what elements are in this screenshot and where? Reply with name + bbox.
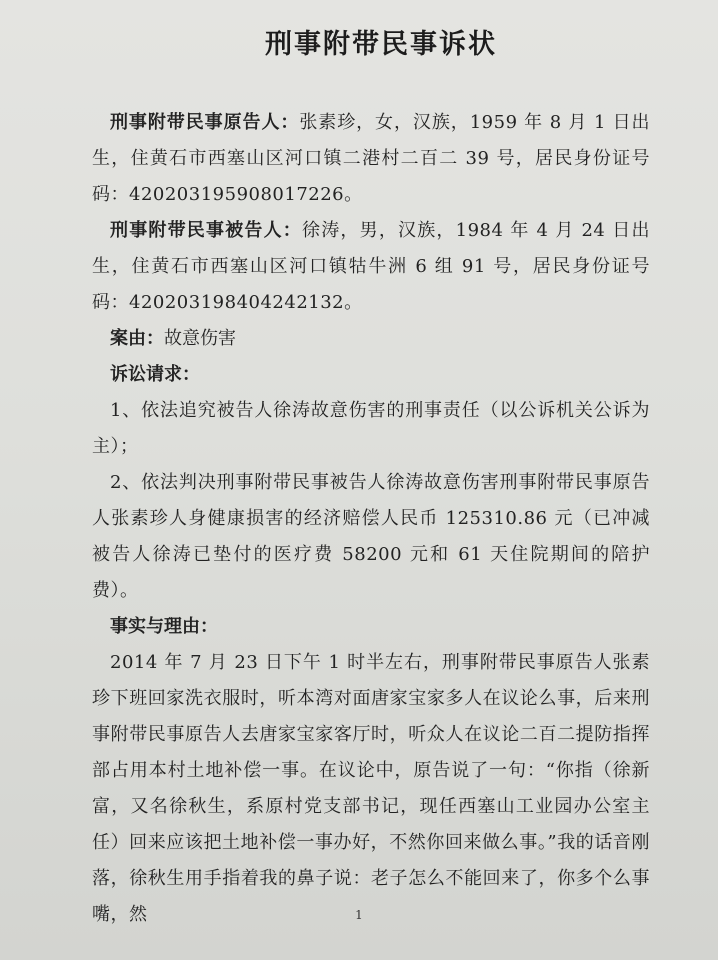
claim-item-2: 2、依法判决刑事附带民事被告人徐涛故意伤害刑事附带民事原告人张素珍人身健康损害的经济赔偿人民币 125310.86 元（已冲减被告人徐涛已垫付的医疗费 58200 元和 61 天住院期间的陪护费）。 — [92, 472, 650, 601]
plaintiff-paragraph — [92, 105, 650, 213]
plaintiff-text: 张素珍，女，汉族，1959 年 8 月 1 日出生，住黄石市西塞山区河口镇二港村二百二 39 号，居民身份证号码：420203195908017226。 — [92, 112, 650, 205]
cause-text: 故意伤害 — [164, 328, 236, 349]
facts-heading: 事实与理由： — [110, 616, 218, 637]
defendant-paragraph — [92, 213, 650, 321]
document-title: 刑事附带民事诉状 — [265, 29, 497, 60]
defendant-label: 刑事附带民事被告人： — [110, 220, 303, 241]
page-number: 1 — [355, 908, 363, 922]
cause-line — [92, 321, 650, 357]
claim-item-1: 1、依法追究被告人徐涛故意伤害的刑事责任（以公诉机关公诉为主）； — [92, 400, 650, 457]
plaintiff-label: 刑事附带民事原告人： — [110, 112, 300, 133]
facts-paragraph: 2014 年 7 月 23 日下午 1 时半左右，刑事附带民事原告人张素珍下班回家洗衣服时，听本湾对面唐家宝家多人在议论么事，后来刑事附带民事原告人去唐家宝家客厅时，听众人在议论二百二提防指挥部占用本村土地补偿一事。在议论中，原告说了一句：“你指（徐新富，又名徐秋生，系原村党支部书记，现任西塞山工业园办公室主任）回来应该把土地补偿一事办好，不然你回来做么事。”我的话音刚落，徐秋生用手指着我的鼻子说：老子怎么不能回来了，你多个么事嘴，然 — [92, 652, 650, 925]
claims-heading: 诉讼请求： — [110, 364, 200, 385]
defendant-text: 徐涛，男，汉族，1984 年 4 月 24 日出生，住黄石市西塞山区河口镇牯牛洲 6 组 91 号，居民身份证号码：420203198404242132。 — [92, 220, 650, 313]
cause-label: 案由： — [110, 328, 164, 349]
